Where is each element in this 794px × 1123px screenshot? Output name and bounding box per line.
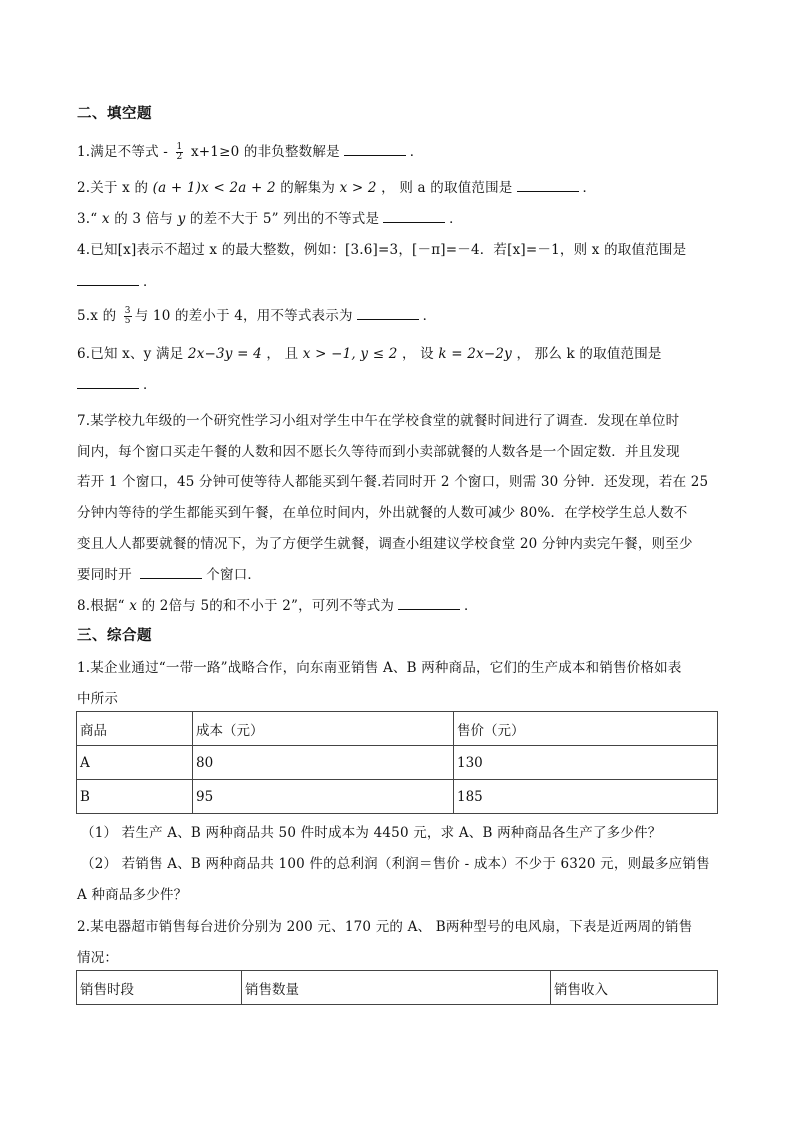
question-7-line-4: 分钟内等待的学生都能买到午餐，在单位时间内，外出就餐的人数可减少 80%．在学校学生总人数不 [77, 505, 688, 521]
answer-blank[interactable] [344, 141, 406, 156]
question-7-line-5: 变且人人都要就餐的情况下，为了方便学生就餐，调查小组建议学校食堂 20 分钟内卖完午餐，则至少 [77, 536, 693, 552]
fraction: $\frac{3}{5}$ [124, 306, 131, 326]
question-4-cont: ． [77, 270, 157, 290]
problem-1-line-2: 中所示 [77, 691, 119, 707]
problem-1-subquestion-1: （1） 若生产 A、B 两种商品共 50 件时成本为 4450 元，求 A、B 两种商品各生产了多少件？ [81, 825, 662, 841]
question-3: 3.“ x 的 3 倍与 y 的差不大于 5” 列出的不等式是 ． [77, 207, 463, 227]
table-cell: B [77, 780, 193, 814]
question-5: 5.x 的 $\frac{3}{5}$ 与 10 的差小于 4，用不等式表示为 ． [77, 306, 437, 326]
table-cell: A [77, 746, 193, 780]
answer-blank[interactable] [77, 374, 139, 389]
table-cell: 95 [193, 780, 454, 814]
question-6-cont: ． [77, 373, 157, 393]
table-header-cell: 销售收入 [551, 971, 718, 1005]
question-7-line-1: 7.某学校九年级的一个研究性学习小组对学生中午在学校食堂的就餐时间进行了调查．发现在单位时 [77, 413, 680, 429]
cost-price-table [76, 711, 718, 814]
question-6: 6.已知 x、y 满足 2x−3y = 4 ， 且 x > −1, y ≤ 2 ， 设 k = 2x−2y ， 那么 k 的取值范围是 [77, 346, 662, 362]
question-4: 4.已知[x]表示不超过 x 的最大整数，例如：[3.6]=3，[－π]=－4．若[x]=－1，则 x 的取值范围是 [77, 242, 687, 258]
question-7-line-6: 要同时开 个窗口． [77, 563, 261, 583]
section-title-comprehensive: 三、综合题 [77, 627, 152, 644]
question-2: 2.关于 x 的 (a + 1)x < 2a + 2 的解集为 x > 2 ， 则 a 的取值范围是 ． [77, 176, 596, 196]
question-8: 8.根据“ x 的 2倍与 5的和不小于 2”，可列不等式为 ． [77, 594, 478, 614]
table-header-cell: 成本（元） [193, 712, 454, 746]
answer-blank[interactable] [140, 564, 202, 579]
question-7-line-2: 间内，每个窗口买走午餐的人数和因不愿长久等待而到小卖部就餐的人数各是一个固定数．并且发现 [77, 444, 680, 460]
table-cell: 185 [454, 780, 718, 814]
question-7-line-3: 若开 1 个窗口，45 分钟可使等待人都能买到午餐.若同时开 2 个窗口，则需 30 分钟．还发现，若在 25 [77, 474, 709, 490]
table-cell: 130 [454, 746, 718, 780]
problem-1-line-1: 1.某企业通过“一带一路”战略合作，向东南亚销售 A、B 两种商品，它们的生产成本和销售价格如表 [77, 660, 682, 676]
answer-blank[interactable] [357, 305, 419, 320]
table-header-cell: 销售数量 [242, 971, 551, 1005]
answer-blank[interactable] [398, 595, 460, 610]
table-cell: 80 [193, 746, 454, 780]
section-title-fill-in: 二、填空题 [77, 105, 152, 122]
problem-1-subquestion-2-cont: A 种商品多少件？ [77, 887, 188, 903]
problem-2-line-1: 2.某电器超市销售每台进价分别为 200 元、170 元的 A、 B两种型号的电风扇，下表是近两周的销售 [77, 919, 693, 935]
table-header-cell: 售价（元） [454, 712, 718, 746]
fraction: $\frac{1}{2}$ [176, 142, 183, 162]
problem-1-subquestion-2: （2） 若销售 A、B 两种商品共 100 件的总利润（利润＝售价 - 成本）不少于 6320 元，则最多应销售 [81, 856, 710, 872]
table-header-row [77, 712, 718, 746]
question-1: 1.满足不等式 - $\frac{1}{2}$ x+1≥0 的非负整数解是 ． [77, 142, 424, 162]
problem-2-line-2: 情况： [77, 950, 119, 966]
answer-blank[interactable] [77, 271, 139, 286]
answer-blank[interactable] [383, 208, 445, 223]
table-header-cell: 销售时段 [77, 971, 242, 1005]
table-header-row [77, 971, 718, 1005]
table-header-cell: 商品 [77, 712, 193, 746]
table-row [77, 780, 718, 814]
answer-blank[interactable] [517, 177, 579, 192]
sales-table [76, 970, 718, 1005]
table-row [77, 746, 718, 780]
